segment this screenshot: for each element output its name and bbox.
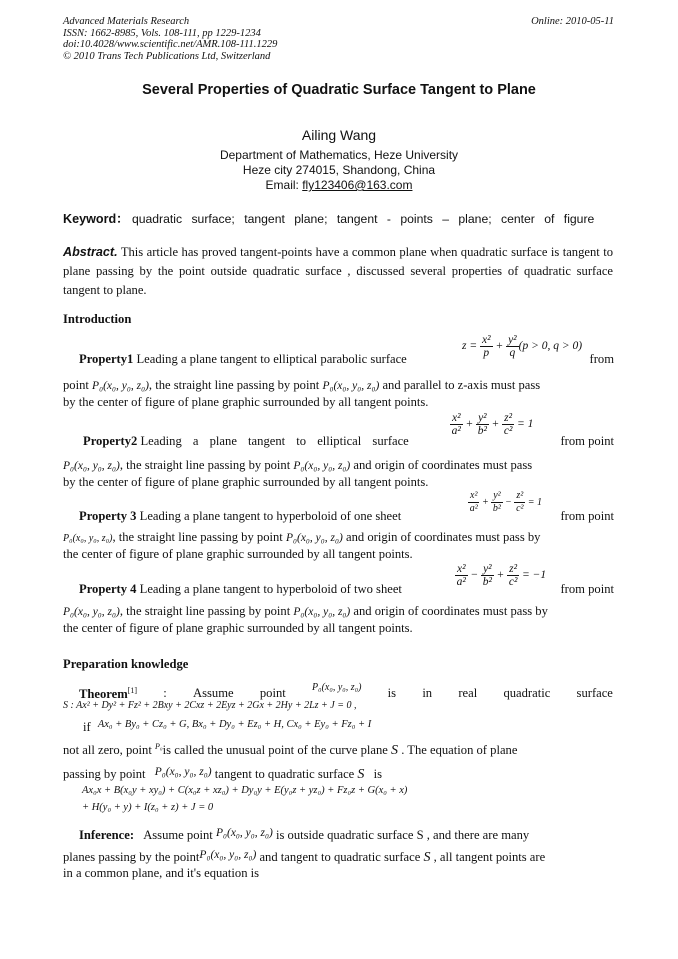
property4-label: Property 4 [79, 582, 137, 596]
section-introduction: Introduction [63, 312, 132, 326]
email-label: Email: [265, 178, 299, 192]
point-p0: P₀ [155, 742, 163, 751]
property2-from-point: from point [560, 434, 614, 448]
eq-tangent-plane-1: Ax₀x + B(x₀y + xy₀) + C(x₀z + xz₀) + Dy₀y + E(y₀z + yz₀) + Fz₀z + G(x₀ + x) [82, 785, 408, 796]
theorem-passing-b: tangent to quadratic surface [214, 767, 355, 781]
eq-ellipsoid: $\frac{\text{x²}}{\text{a²}}$ + $\frac{\text{y²}}{\text{b²}}$ + $\frac{\text{z²}}{\text{c²}}$ = 1 [451, 412, 534, 437]
journal-name: Advanced Materials Research [63, 16, 190, 27]
theorem-passing-c: is [373, 767, 382, 781]
journal-header [63, 16, 277, 62]
property2-label: Property2 [83, 434, 138, 448]
copyright-line: © 2010 Trans Tech Publications Ltd, Switzerland [63, 50, 271, 62]
theorem-assume: Assume [193, 686, 234, 700]
inference-e: , all tangent points are [433, 850, 546, 864]
property3-line2 [63, 530, 613, 545]
theorem-passing-line [63, 767, 613, 783]
property3-line3: the center of figure of plane graphic surrounded by all tangent points. [63, 547, 413, 561]
inference-line3: in a common plane, and it's equation is [63, 866, 260, 880]
property1-from: from [589, 352, 614, 366]
property3-text-d: and origin of coordinates must pass by [346, 530, 541, 544]
point-p0: P₀(x₀, y₀, z₀) [63, 606, 120, 618]
eq-elliptic-paraboloid: z = $\frac{\text{x²}}{p}$ + $\frac{\text{y²}}{q}$ (p > 0, q > 0) [462, 334, 583, 359]
property4-text-a: Leading a plane tangent to hyperboloid of two sheet [139, 582, 402, 596]
property2-line3: by the center of figure of plane graphic surrounded by all tangent points. [63, 475, 429, 489]
email-link[interactable]: fly123406@163.com [302, 178, 413, 192]
paper-title: Several Properties of Quadratic Surface Tangent to Plane [142, 82, 536, 98]
theorem-label: Theorem [79, 687, 128, 702]
property4-from-point: from point [560, 582, 614, 596]
theorem-real: real [458, 686, 478, 700]
property1-text-e: and parallel to z-axis must pass [382, 378, 541, 392]
property1-label: Property1 [79, 352, 134, 366]
point-p0: P₀(x₀, y₀, z₀) [92, 380, 149, 392]
property2-line2 [63, 458, 613, 473]
property1-text-d: , the straight line passing by point [148, 378, 320, 392]
property3-text-c: , the straight line passing by point [112, 530, 283, 544]
point-p0: P₀(x₀, y₀, z₀) [293, 460, 351, 472]
theorem-is: is [387, 686, 397, 700]
property1-line2 [63, 378, 613, 393]
property3-text-a: Leading a plane tangent to hyperboloid of one sheet [139, 509, 402, 523]
theorem-notzero-a: not all zero, point [63, 743, 152, 757]
affiliation-email [0, 178, 678, 192]
affiliation-city: Heze city 274015, Shandong, China [242, 163, 436, 177]
eq-hyperboloid-one-sheet: $\frac{\text{x²}}{\text{a²}}$ + $\frac{\text{y²}}{\text{b²}}$ − $\frac{\text{z²}}{\text{c²}}$ = 1 [469, 490, 543, 514]
point-p0: P₀(x₀, y₀, z₀) [215, 827, 273, 839]
inference-d: and tangent to quadratic surface [259, 850, 421, 864]
eq-s-text: S : Ax² + Dy² + Fz² + 2Bxy + 2Cxz + 2Eyz + 2Gx + 2Hy + 2Lz + J = 0 [63, 700, 352, 711]
keyword-text: quadratic surface; tangent plane; tangent - points – plane; center of figure [131, 212, 595, 226]
property4-line2 [63, 604, 613, 619]
property1-text-c: point [63, 378, 89, 392]
point-p0: P₀(x₀, y₀, z₀) [154, 766, 212, 778]
doi-line: doi:10.4028/www.scientific.net/AMR.108-111.1229 [63, 39, 278, 50]
property4-text-c: , the straight line passing by point [119, 604, 291, 618]
inference-line1 [63, 828, 613, 843]
keyword-label: Keyword： [63, 212, 129, 226]
online-date: Online: 2010-05-11 [531, 16, 614, 27]
abstract-label: Abstract. [63, 245, 118, 259]
point-p0: P₀(x₀, y₀, z₀) [293, 606, 351, 618]
point-p0: P₀(x₀, y₀, z₀) [63, 533, 113, 544]
point-p0: P₀(x₀, y₀, z₀) [63, 460, 120, 472]
theorem-in: in [422, 686, 433, 700]
inference-line2 [63, 850, 613, 866]
property2-text-c: , the straight line passing by point [119, 458, 291, 472]
property4-line3: the center of figure of plane graphic surrounded by all tangent points. [63, 621, 413, 635]
property4-text-d: and origin of coordinates must pass by [353, 604, 548, 618]
abstract [63, 243, 613, 300]
property1-text-a: Leading a plane tangent to elliptical parabolic surface [136, 352, 407, 366]
property1-line3: by the center of figure of plane graphic surrounded by all tangent points. [63, 395, 429, 409]
inference-c: planes passing by the point [63, 850, 200, 864]
property3-label: Property 3 [79, 509, 137, 523]
theorem-colon: : [163, 686, 167, 700]
theorem-surface: surface [576, 686, 613, 700]
eq-partials: Ax₀ + By₀ + Cz₀ + G, Bx₀ + Dy₀ + Ez₀ + H, Cx₀ + Ey₀ + Fz₀ + I [97, 719, 372, 730]
point-p0: P₀(x₀, y₀, z₀) [311, 682, 362, 693]
theorem-quadratic: quadratic [503, 686, 551, 700]
theorem-ref: [1] [127, 686, 138, 695]
theorem-notzero-line [63, 743, 613, 759]
inference-a: Assume point [143, 828, 213, 842]
keywords [63, 210, 613, 229]
affiliation-dept: Department of Mathematics, Heze University [219, 148, 459, 162]
property3-from-point: from point [560, 509, 614, 523]
theorem-point: point [259, 686, 286, 700]
property2-text-a: Leading a plane tangent to elliptical surface [140, 434, 409, 448]
inference-label: Inference: [79, 828, 135, 842]
inference-b: is outside quadratic surface S , and there are many [276, 828, 530, 842]
theorem-notzero-c: . The equation of plane [401, 743, 518, 757]
point-p0: P₀(x₀, y₀, z₀) [199, 849, 257, 861]
surface-s: S [423, 850, 431, 865]
property2-text-d: and origin of coordinates must pass [353, 458, 533, 472]
point-p0: P₀(x₀, y₀, z₀) [322, 380, 380, 392]
surface-s: S [391, 743, 399, 758]
surface-s: S [357, 767, 365, 782]
point-p0: P₀(x₀, y₀, z₀) [285, 532, 343, 544]
eq-hyperboloid-two-sheet: $\frac{\text{x²}}{\text{a²}}$ − $\frac{\text{y²}}{\text{b²}}$ + $\frac{\text{z²}}{\text{c²}}$ = −1 [456, 563, 547, 588]
section-preparation: Preparation knowledge [63, 657, 189, 671]
abstract-text: This article has proved tangent-points have a common plane when quadratic surface is tangent to plane passing by the point outside quadratic surface , discussed several properties of quadratic surface tangent to plane. [63, 245, 614, 297]
theorem-passing-a: passing by point [63, 767, 146, 781]
theorem-if-line [63, 720, 613, 735]
theorem-notzero-b: is called the unusual point of the curve plane [162, 743, 388, 757]
eq-tangent-plane-2: + H(y₀ + y) + I(z₀ + z) + J = 0 [82, 802, 214, 813]
eq-quadratic-surface: S : Ax² + Dy² + Fz² + 2Bxy + 2Cxz + 2Eyz + 2Gx + 2Hy + 2Lz + J = 0 , [63, 700, 357, 711]
issn-line: ISSN: 1662-8985, Vols. 108-111, pp 1229-1234 [63, 27, 261, 39]
theorem-if: if [83, 720, 91, 734]
author-name: Ailing Wang [301, 127, 377, 143]
